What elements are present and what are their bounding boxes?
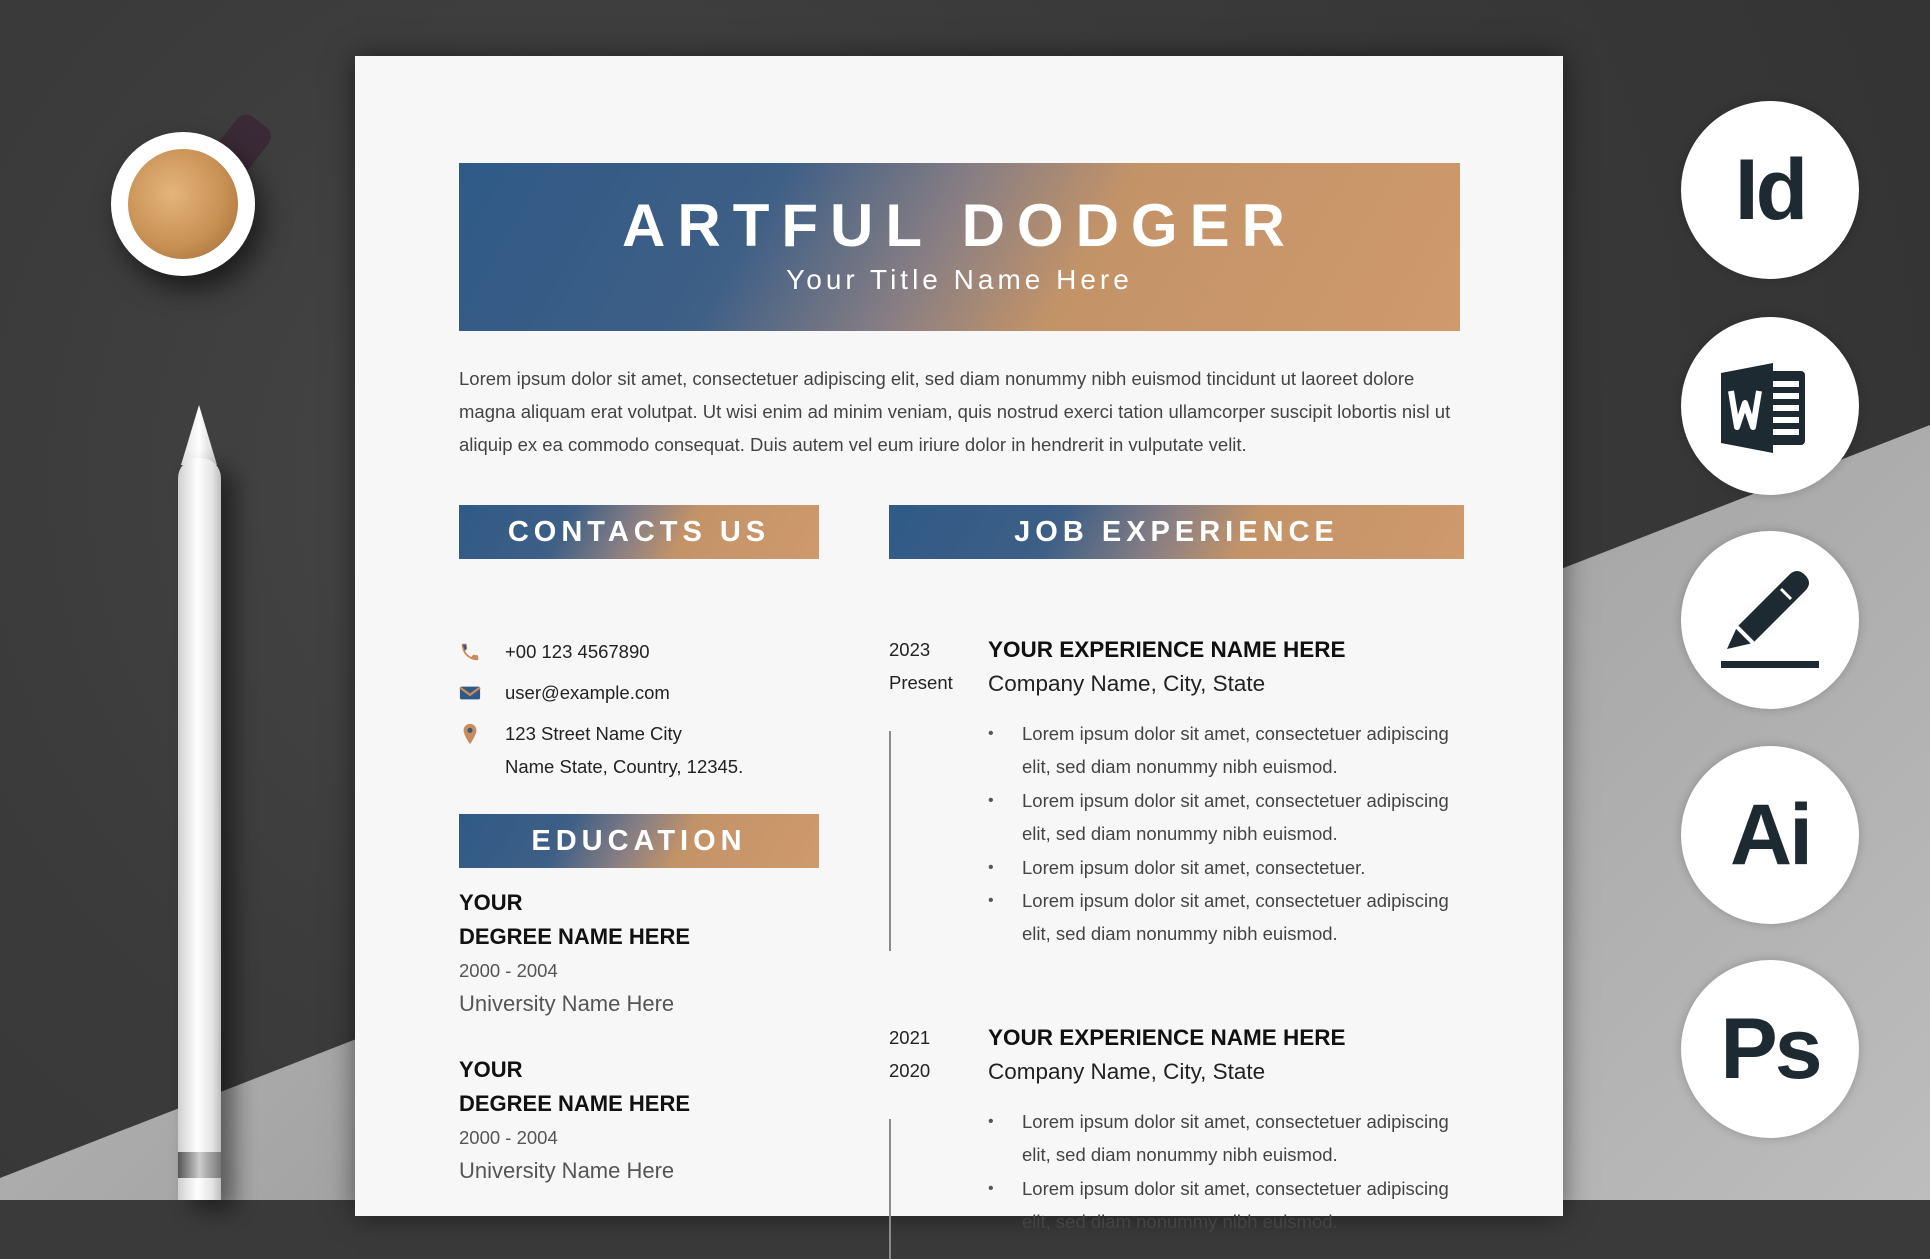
university-name: University Name Here [459, 991, 675, 1016]
location-pin-icon [459, 723, 481, 745]
contacts-heading: CONTACTS US [459, 505, 819, 559]
summary-text: Lorem ipsum dolor sit amet, consectetuer adipiscing elit, sed diam nonummy nibh euismod tincidunt ut laoreet dolore magna aliquam erat volutpat. Ut wisi enim ad minim veniam, quis nostrud exerci tation ullamcorper suscipit lobortis nisl ut aliquip ex ea commodo consequat. Duis autem vel eum iriure dolor in hendrerit in vulputate velit. [459, 368, 1451, 455]
university-name: University Name Here [459, 1158, 675, 1183]
education-item [459, 1053, 819, 1187]
timeline-line [889, 1119, 891, 1259]
experience-title: YOUR EXPERIENCE NAME HERE [988, 637, 1346, 662]
resume-title: Your Title Name Here [786, 264, 1133, 295]
illustrator-label: Ai [1730, 787, 1810, 883]
education-years: 2000 - 2004 [459, 1127, 558, 1148]
bullet-item: • Lorem ipsum dolor sit amet, consectetuer adipiscing elit, sed diam nonummy nibh euismod. [988, 1172, 1458, 1239]
experience-end: 2020 [889, 1060, 931, 1081]
coffee [128, 149, 238, 259]
photoshop-app-icon[interactable] [1681, 960, 1859, 1138]
experience-heading: JOB EXPERIENCE [889, 505, 1464, 559]
experience-bullets [988, 717, 1458, 951]
phone-text: +00 123 4567890 [505, 641, 650, 662]
email-text: user@example.com [505, 682, 670, 703]
experience-end: Present [889, 672, 953, 693]
experience-company: Company Name, City, State [988, 1059, 1266, 1084]
photoshop-label: Ps [1720, 1001, 1820, 1097]
degree-line-2: DEGREE NAME HERE [459, 1091, 691, 1116]
stylus-pen [178, 458, 221, 1200]
experience-company: Company Name, City, State [988, 671, 1266, 696]
experience-start: 2021 [889, 1027, 931, 1048]
bullet-item: • Lorem ipsum dolor sit amet, consectetuer adipiscing elit, sed diam nonummy nibh euismod. [988, 784, 1458, 851]
resume-name: ARTFUL DODGER [622, 192, 1297, 259]
phone-icon [459, 641, 481, 663]
indesign-label: Id [1734, 142, 1806, 238]
experience-dates [889, 633, 953, 699]
resume-page [355, 56, 1563, 1233]
contact-address [459, 717, 819, 783]
education-item [459, 886, 819, 1020]
signature-app-icon[interactable] [1681, 531, 1859, 709]
pen-band [178, 1152, 221, 1178]
degree-line-1: YOUR [459, 890, 523, 915]
education-heading: EDUCATION [459, 814, 819, 868]
experience-title: YOUR EXPERIENCE NAME HERE [988, 1025, 1346, 1050]
bullet-item: • Lorem ipsum dolor sit amet, consectetuer. [988, 851, 1458, 884]
contact-email [459, 676, 819, 709]
address-line-2: Name State, Country, 12345. [505, 756, 744, 777]
indesign-app-icon[interactable] [1681, 101, 1859, 279]
contact-phone [459, 635, 819, 668]
experience-start: 2023 [889, 639, 931, 660]
experience-bullets [988, 1105, 1458, 1239]
word-icon [1681, 317, 1859, 495]
education-years: 2000 - 2004 [459, 960, 558, 981]
degree-line-2: DEGREE NAME HERE [459, 924, 691, 949]
coffee-cup [111, 132, 255, 276]
bullet-item: • Lorem ipsum dolor sit amet, consectetuer adipiscing elit, sed diam nonummy nibh euismod. [988, 1105, 1458, 1172]
signature-pen-icon [1681, 531, 1859, 709]
resume-header [459, 163, 1460, 331]
email-icon [459, 682, 481, 704]
bullet-item: • Lorem ipsum dolor sit amet, consectetuer adipiscing elit, sed diam nonummy nibh euismod. [988, 884, 1458, 951]
illustrator-app-icon[interactable] [1681, 746, 1859, 924]
word-app-icon[interactable] [1681, 317, 1859, 495]
timeline-line [889, 731, 891, 951]
degree-line-1: YOUR [459, 1057, 523, 1082]
experience-dates [889, 1021, 930, 1087]
bullet-item: • Lorem ipsum dolor sit amet, consectetuer adipiscing elit, sed diam nonummy nibh euismod. [988, 717, 1458, 784]
address-line-1: 123 Street Name City [505, 723, 682, 744]
